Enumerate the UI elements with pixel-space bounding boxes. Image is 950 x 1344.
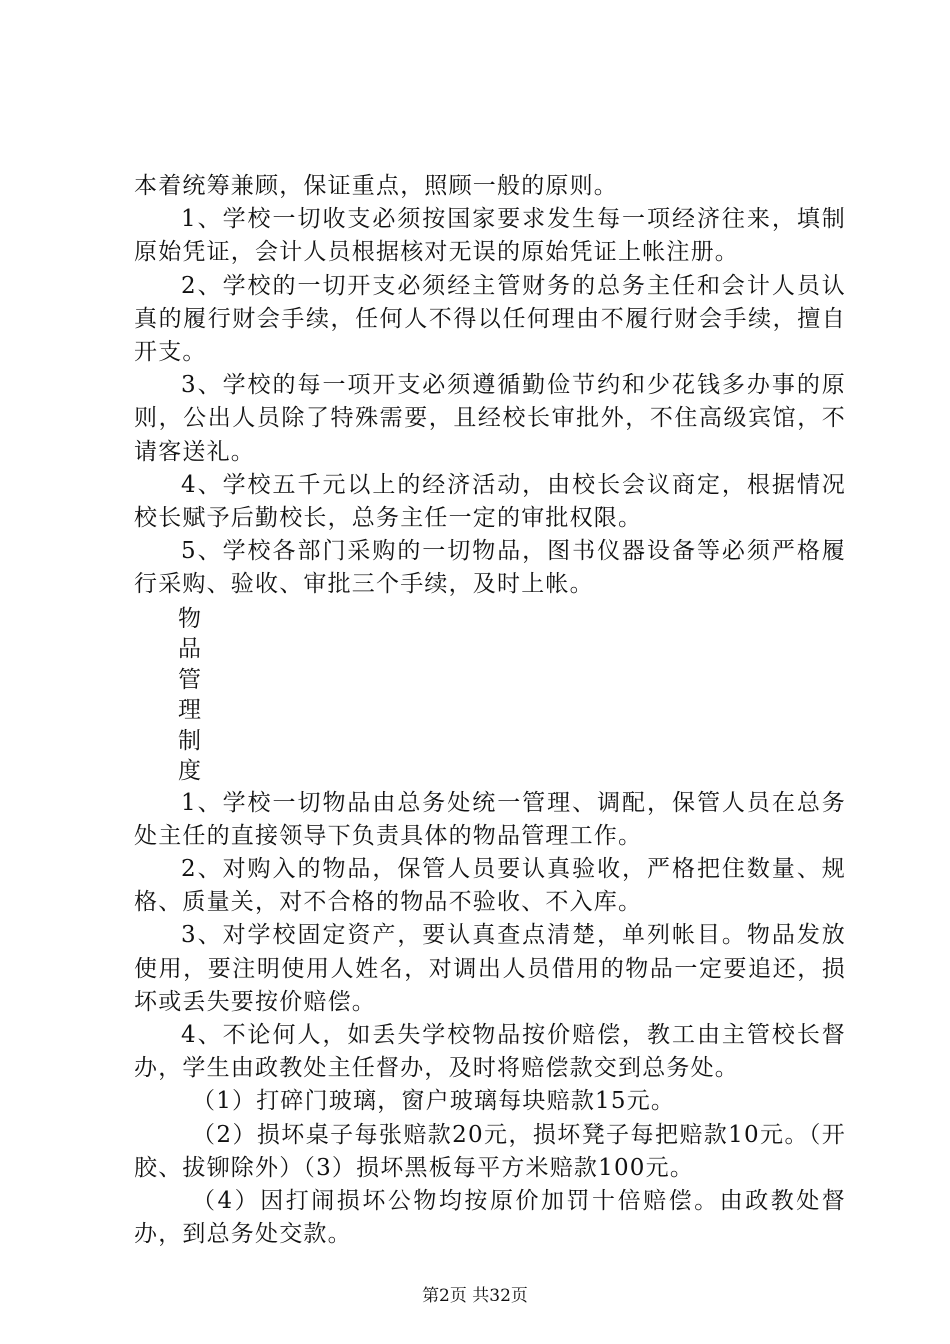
section-title-char: 管: [178, 666, 203, 693]
goods-rule-4: 4、不论何人，如丢失学校物品按价赔偿，教工由主管校长督办，学生由政教处主任督办，及时将赔偿款交到总务处。: [134, 1022, 846, 1082]
finance-rule-1: 1、学校一切收支必须按国家要求发生每一项经济往来，填制原始凭证，会计人员根据核对无误的原始凭证上帐注册。: [134, 206, 846, 266]
page-footer: 第2页 共32页: [422, 1286, 528, 1306]
goods-rule-3: 3、对学校固定资产，要认真查点清楚，单列帐目。物品发放使用，要注明使用人姓名，对调出人员借用的物品一定要追还，损坏或丢失要按价赔偿。: [134, 922, 846, 1015]
section-title-char: 理: [178, 697, 203, 724]
section-title: [178, 604, 208, 787]
finance-rule-2: 2、学校的一切开支必须经主管财务的总务主任和会计人员认真的履行财会手续，任何人不得以任何理由不履行财会手续，擅自开支。: [134, 272, 846, 366]
intro-paragraph: 本着统筹兼顾，保证重点，照顾一般的原则。: [134, 173, 618, 199]
finance-rule-5: 5、学校各部门采购的一切物品，图书仪器设备等必须严格履行采购、验收、审批三个手续，及时上帐。: [134, 538, 846, 598]
goods-rule-2: 2、对购入的物品，保管人员要认真验收，严格把住数量、规格、质量关，对不合格的物品不验收、不入库。: [134, 856, 846, 916]
section-title-char: 品: [178, 636, 203, 663]
section-title-char: 制: [178, 727, 203, 754]
compensation-item-2: （2）损坏桌子每张赔款20元，损坏凳子每把赔款10元。（开胶、拔铆除外）（3）损坏黑板每平方米赔款100元。: [134, 1121, 846, 1181]
compensation-item-1: （1）打碎门玻璃，窗户玻璃每块赔款15元。: [192, 1088, 676, 1115]
document-body: [134, 170, 846, 1251]
section-title-char: 度: [178, 758, 203, 785]
compensation-item-4: （4）因打闹损坏公物均按原价加罚十倍赔偿。由政教处督办，到总务处交款。: [134, 1188, 846, 1248]
finance-rule-3: 3、学校的每一项开支必须遵循勤俭节约和少花钱多办事的原则，公出人员除了特殊需要，且经校长审批外，不住高级宾馆，不请客送礼。: [134, 372, 846, 465]
finance-rule-4: 4、学校五千元以上的经济活动，由校长会议商定，根据情况校长赋予后勤校长，总务主任一定的审批权限。: [134, 471, 846, 532]
goods-rule-1: 1、学校一切物品由总务处统一管理、调配，保管人员在总务处主任的直接领导下负责具体的物品管理工作。: [134, 789, 846, 849]
section-title-char: 物: [178, 605, 203, 632]
